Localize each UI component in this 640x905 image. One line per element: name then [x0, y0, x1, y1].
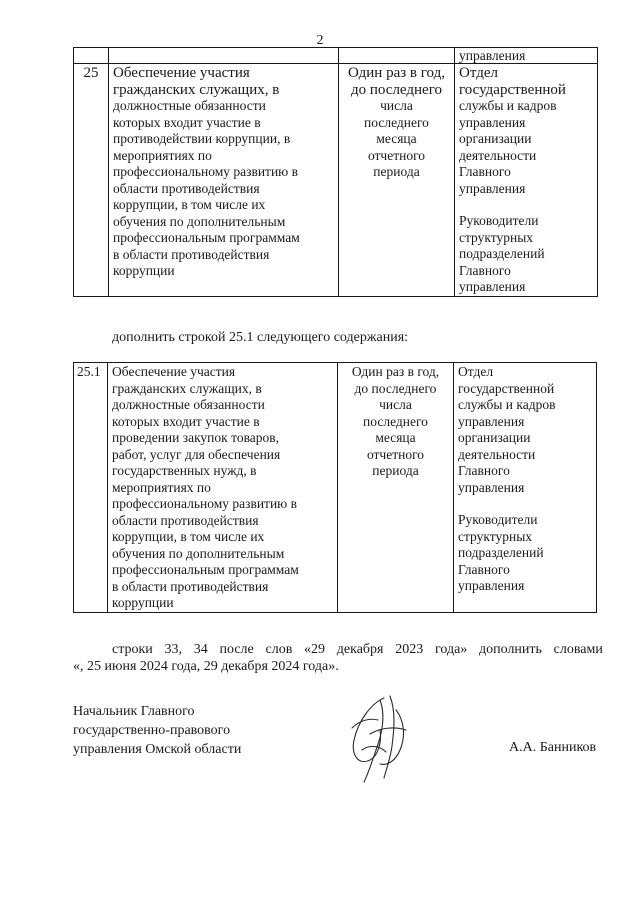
responsible-cell: управления [455, 48, 598, 64]
table-row-25 [73, 47, 598, 297]
description-cell: Обеспечение участия гражданских служащих, в должностные обязанности которых входит участие в противодействии коррупции, в мероприятиях по профессиональному развитию в области противодействия коррупции, в том числе их обучения по дополнительным профессиональным программам в области противодействия коррупции [109, 64, 339, 297]
deadline-cell: Один раз в год, до последнего числа последнего месяца отчетного периода [338, 363, 454, 613]
responsible-cell: Отдел государственной службы и кадров управления организации деятельности Главного управления Руководители структурных подразделений Главного управления [455, 64, 598, 297]
deadline-cell: Один раз в год, до последнего числа последнего месяца отчетного периода [339, 64, 455, 297]
table-row-25-1 [73, 362, 597, 613]
signatory-position: Начальник Главного государственно-правового управления Омской области [73, 704, 242, 757]
row-number: 25 [74, 64, 109, 297]
amendment-text-line2: «, 25 июня 2024 года, 29 декабря 2024 года». [73, 659, 339, 674]
page-number: 2 [316, 33, 324, 48]
empty-cell [74, 48, 109, 64]
responsible-cell: Отдел государственной службы и кадров управления организации деятельности Главного управления Руководители структурных подразделений Главного управления [454, 363, 597, 613]
empty-cell [339, 48, 455, 64]
table-row-continuation [74, 48, 598, 64]
signatory-name: А.А. Банников [509, 740, 597, 755]
description-cell: Обеспечение участия гражданских служащих, в должностные обязанности которых входит участие в проведении закупок товаров, работ, услуг для обеспечения государственных нужд, в мероприятиях по профессиональному развитию в области противодействия коррупции, в том числе их обучения по дополнительным профессиональным программам в области противодействия коррупции [108, 363, 338, 613]
empty-cell [109, 48, 339, 64]
amendment-text-line1: строки 33, 34 после слов «29 декабря 2023 года» дополнить словами [112, 642, 603, 657]
table-row [74, 64, 598, 297]
table-row [74, 363, 597, 613]
row-number: 25.1 [74, 363, 108, 613]
handwritten-signature [340, 690, 420, 790]
intro-text: дополнить строкой 25.1 следующего содержания: [112, 330, 409, 345]
